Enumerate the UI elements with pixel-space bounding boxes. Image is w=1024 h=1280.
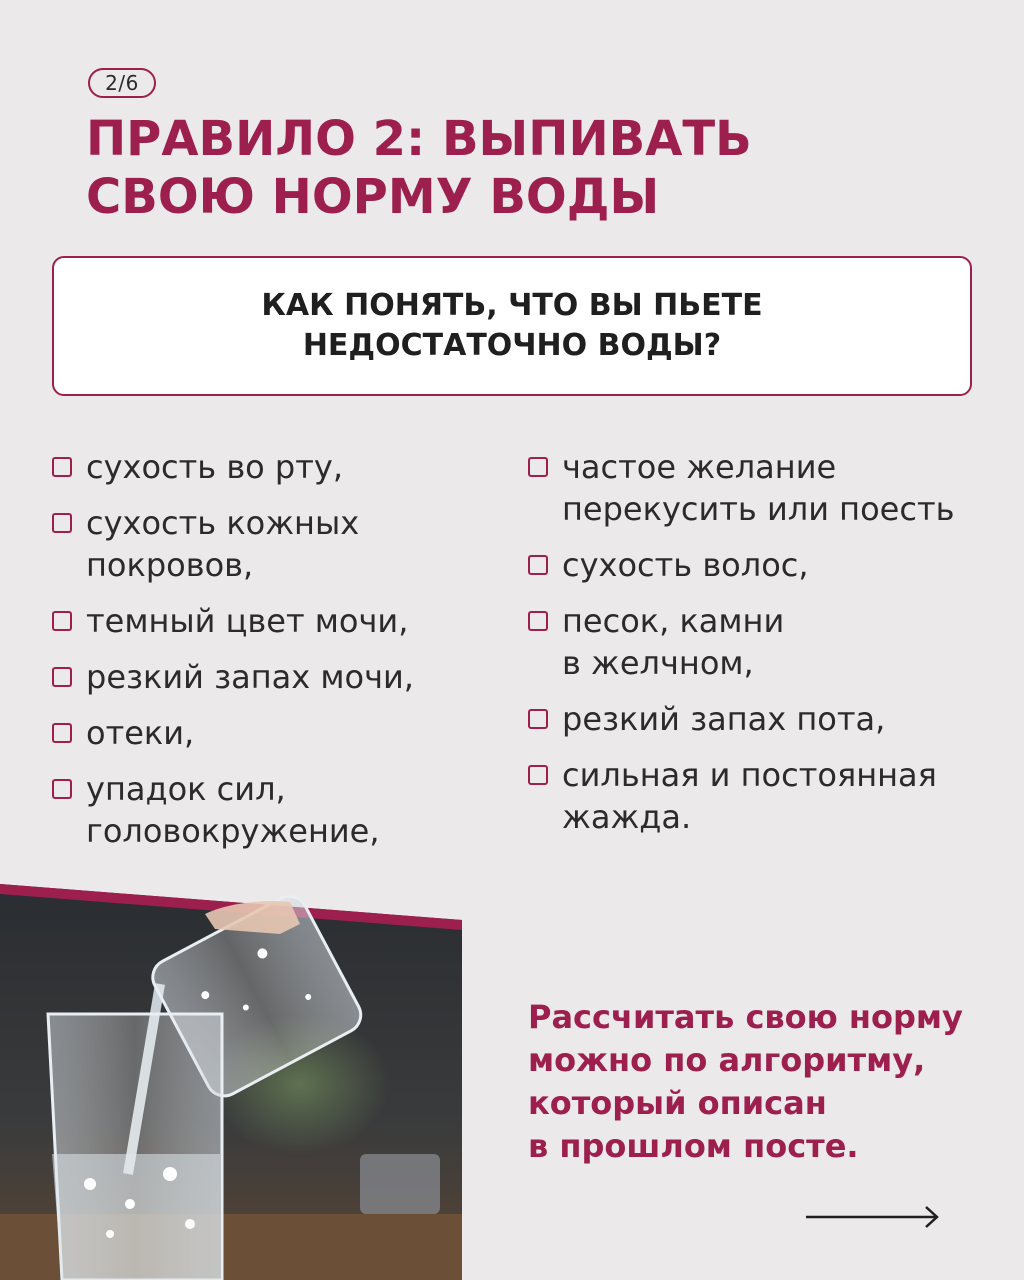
page-counter-badge: 2/6 — [88, 68, 156, 98]
list-item-text: головокружение, — [86, 812, 380, 850]
checkbox-icon — [528, 611, 548, 631]
title-line-2: СВОЮ НОРМУ ВОДЫ — [86, 169, 660, 225]
list-item-text: резкий запах мочи, — [86, 658, 414, 696]
list-item — [528, 600, 998, 684]
list-item-text: резкий запах пота, — [562, 700, 886, 738]
list-item — [528, 446, 998, 530]
question-line-2: НЕДОСТАТОЧНО ВОДЫ? — [302, 328, 722, 363]
cta-line-3: который описан — [528, 1084, 827, 1122]
list-item-text: сухость волос, — [562, 546, 809, 584]
list-item-text: упадок сил, — [86, 770, 286, 808]
calculation-note — [528, 996, 998, 1168]
cta-line-4: в прошлом посте. — [528, 1127, 859, 1165]
water-pouring-photo — [0, 884, 462, 1280]
list-item — [52, 446, 492, 488]
list-item-text: перекусить или поесть — [562, 490, 955, 528]
checkbox-icon — [528, 709, 548, 729]
list-item — [52, 712, 492, 754]
checkbox-icon — [528, 555, 548, 575]
list-item-text: сухость кожных — [86, 504, 360, 542]
list-item-text: покровов, — [86, 546, 254, 584]
list-item-text: песок, камни — [562, 602, 785, 640]
list-item — [52, 502, 492, 586]
cta-line-1: Рассчитать свою норму — [528, 998, 963, 1036]
list-item-text: сильная и постоянная — [562, 756, 937, 794]
list-item — [52, 600, 492, 642]
checkbox-icon — [52, 513, 72, 533]
page-title — [86, 110, 986, 226]
checkbox-icon — [528, 457, 548, 477]
checkbox-icon — [528, 765, 548, 785]
list-item-text: сухость во рту, — [86, 448, 343, 486]
arrow-right-icon[interactable] — [806, 1204, 942, 1234]
list-item-text: частое желание — [562, 448, 837, 486]
checkbox-icon — [52, 457, 72, 477]
checkbox-icon — [52, 611, 72, 631]
checkbox-icon — [52, 723, 72, 743]
list-item-text: жажда. — [562, 798, 692, 836]
symptoms-list-right — [528, 446, 998, 852]
list-item-text: отеки, — [86, 714, 195, 752]
list-item — [52, 768, 492, 852]
list-item-text: темный цвет мочи, — [86, 602, 409, 640]
list-item — [528, 544, 998, 586]
symptoms-list-left — [52, 446, 492, 866]
checkbox-icon — [52, 667, 72, 687]
cta-line-2: можно по алгоритму, — [528, 1041, 926, 1079]
checkbox-icon — [52, 779, 72, 799]
list-item — [52, 656, 492, 698]
list-item — [528, 698, 998, 740]
list-item — [528, 754, 998, 838]
question-box — [52, 256, 972, 396]
question-line-1: КАК ПОНЯТЬ, ЧТО ВЫ ПЬЕТЕ — [261, 288, 763, 323]
list-item-text: в желчном, — [562, 644, 754, 682]
title-line-1: ПРАВИЛО 2: ВЫПИВАТЬ — [86, 111, 752, 167]
